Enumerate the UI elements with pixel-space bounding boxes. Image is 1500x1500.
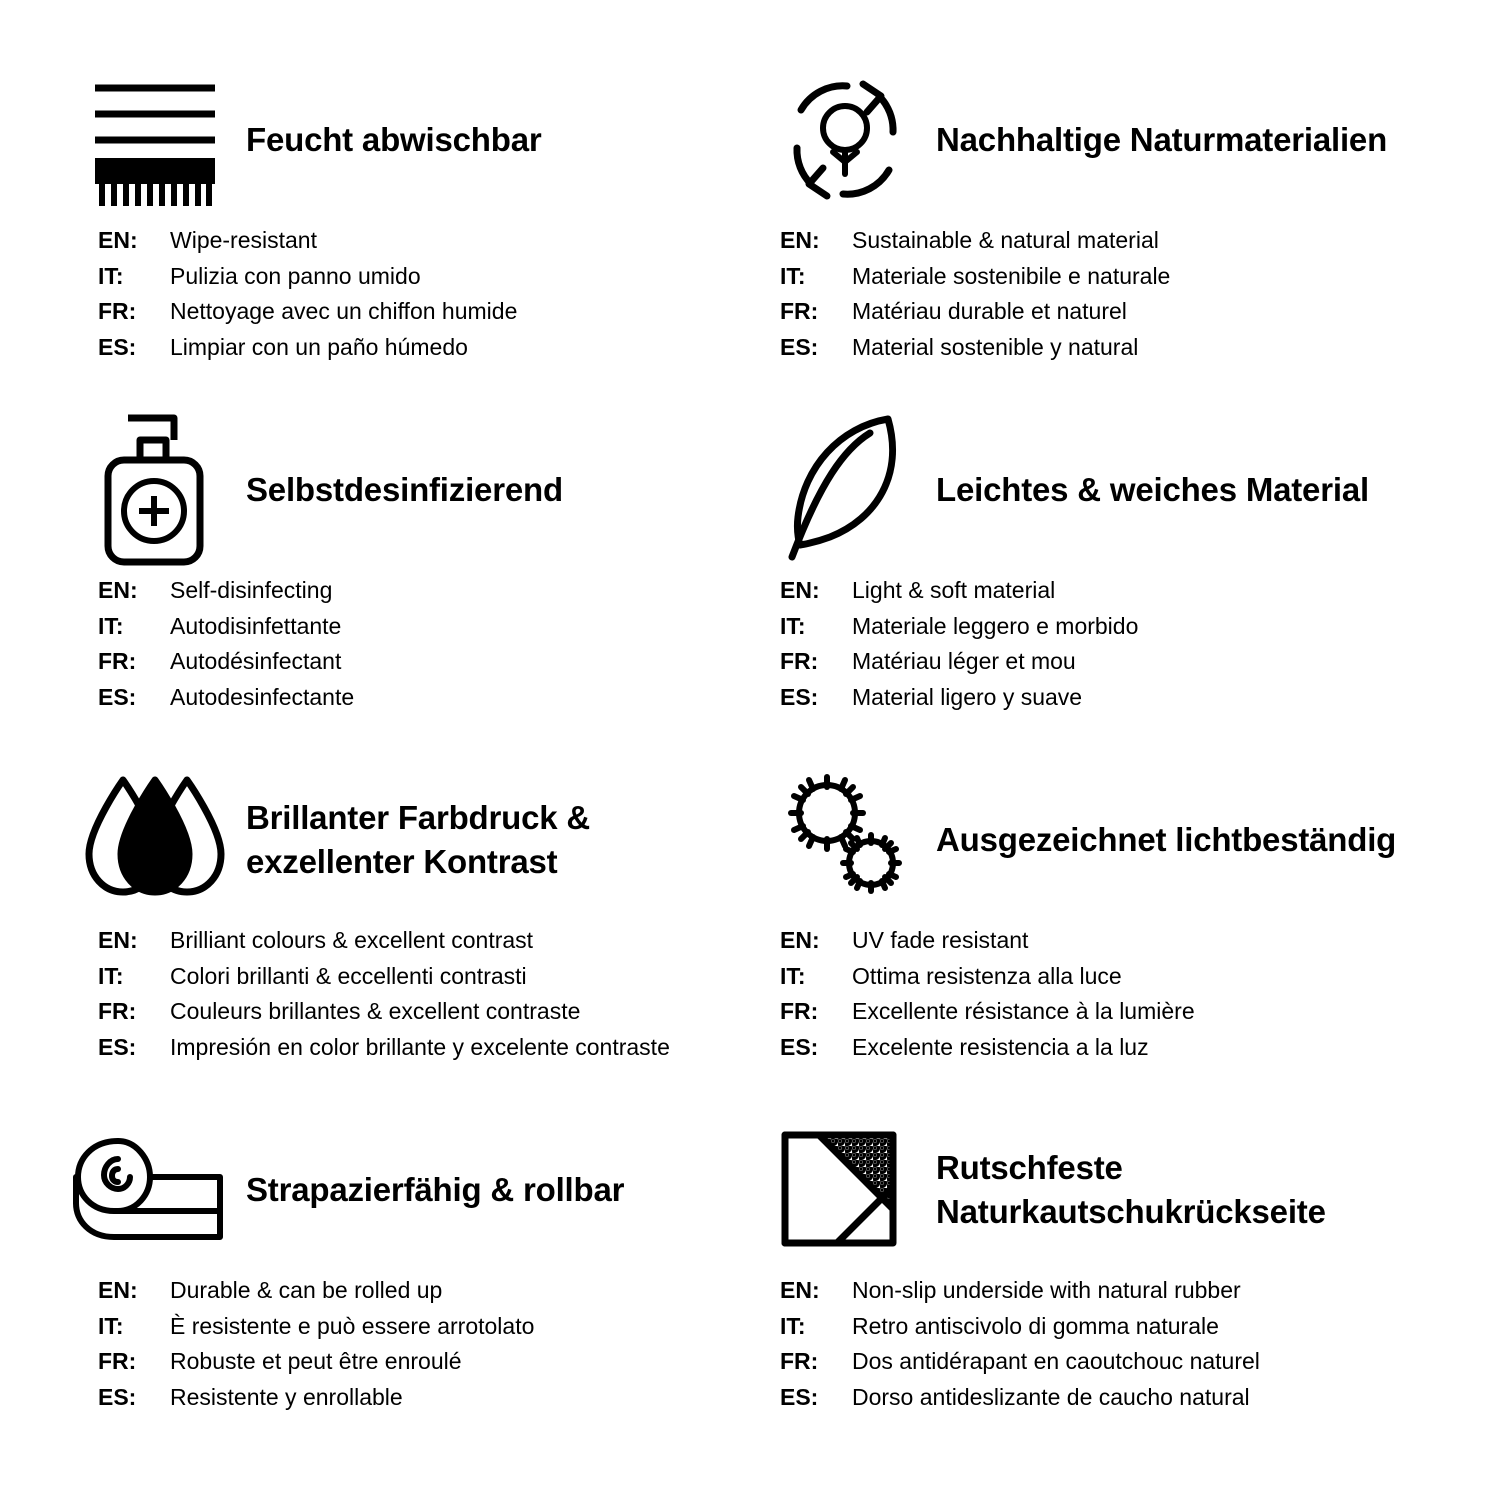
feature-uv-fade-resistant xyxy=(760,760,1430,1110)
lang-code-it: IT: xyxy=(98,962,124,989)
translation-list xyxy=(70,574,740,714)
feature-header xyxy=(760,420,1430,560)
recycle-tree-icon xyxy=(760,70,930,210)
lang-code-fr: FR: xyxy=(780,648,819,675)
lang-code-es: ES: xyxy=(98,683,137,710)
lang-text-en: Brilliant colours & excellent contrast xyxy=(170,927,534,953)
lang-text-en: Light & soft material xyxy=(852,577,1056,603)
feature-header xyxy=(760,1120,1430,1260)
feature-title: Feucht abwischbar xyxy=(246,121,542,159)
lang-code-fr: FR: xyxy=(98,998,137,1025)
lang-text-fr: Nettoyage avec un chiffon humide xyxy=(170,298,518,325)
lang-code-en: EN: xyxy=(780,577,820,603)
feature-self-disinfecting xyxy=(70,410,740,760)
lang-text-es: Dorso antideslizante de caucho natural xyxy=(852,1383,1250,1410)
feature-non-slip-underside xyxy=(760,1110,1430,1460)
lang-text-en: Self-disinfecting xyxy=(170,577,333,603)
lang-text-fr: Excellente résistance à la lumière xyxy=(852,998,1195,1025)
lang-text-es: Autodesinfectante xyxy=(170,683,355,710)
lang-code-it: IT: xyxy=(98,612,124,639)
lang-code-it: IT: xyxy=(780,612,806,639)
feature-header xyxy=(70,70,740,210)
lang-text-en: Non-slip underside with natural rubber xyxy=(852,1277,1241,1303)
brush-wipe-icon xyxy=(70,70,240,210)
lang-code-fr: FR: xyxy=(780,998,819,1025)
lang-text-it: Retro antiscivolo di gomma naturale xyxy=(852,1312,1219,1339)
lang-text-it: Materiale sostenibile e naturale xyxy=(852,262,1171,289)
mat-corner-icon xyxy=(760,1120,930,1260)
lang-text-fr: Matériau durable et naturel xyxy=(852,298,1127,325)
color-drops-icon xyxy=(70,770,240,910)
translation-list xyxy=(70,1274,740,1414)
rolled-mat-icon xyxy=(70,1120,240,1260)
lang-text-fr: Robuste et peut être enroulé xyxy=(170,1348,462,1375)
feature-brilliant-colours xyxy=(70,760,740,1110)
lang-code-en: EN: xyxy=(98,1277,138,1303)
lang-code-es: ES: xyxy=(780,1033,819,1060)
lang-code-en: EN: xyxy=(780,227,820,253)
lang-code-en: EN: xyxy=(780,1277,820,1303)
lang-code-en: EN: xyxy=(780,927,820,953)
lang-code-it: IT: xyxy=(780,262,806,289)
lang-code-it: IT: xyxy=(98,262,124,289)
lang-code-it: IT: xyxy=(780,962,806,989)
translation-list xyxy=(760,1274,1430,1414)
feature-title: Rutschfeste Naturkautschukrückseite xyxy=(936,1149,1326,1230)
lang-code-it: IT: xyxy=(780,1312,806,1339)
lang-code-es: ES: xyxy=(780,333,819,360)
lang-code-fr: FR: xyxy=(98,298,137,325)
feature-header xyxy=(70,420,740,560)
feature-header xyxy=(760,770,1430,910)
lang-text-it: Autodisinfettante xyxy=(170,612,342,639)
lang-text-es: Resistente y enrollable xyxy=(170,1383,403,1410)
lang-text-en: Durable & can be rolled up xyxy=(170,1277,443,1303)
lang-code-es: ES: xyxy=(98,333,137,360)
soap-dispenser-icon xyxy=(70,420,240,560)
lang-text-fr: Couleurs brillantes & excellent contraste xyxy=(170,998,581,1025)
feather-icon xyxy=(760,420,930,560)
feature-title: Leichtes & weiches Material xyxy=(936,471,1369,509)
lang-text-en: UV fade resistant xyxy=(852,927,1029,953)
translation-list xyxy=(760,574,1430,714)
lang-text-es: Impresión en color brillante y excelente contraste xyxy=(170,1033,670,1060)
lang-text-es: Material sostenible y natural xyxy=(852,333,1139,360)
feature-header xyxy=(70,1120,740,1260)
translation-list xyxy=(70,924,740,1064)
feature-light-soft-material xyxy=(760,410,1430,760)
lang-code-en: EN: xyxy=(98,577,138,603)
feature-title: Selbstdesinfizierend xyxy=(246,471,563,509)
translation-list xyxy=(70,224,740,364)
lang-text-fr: Matériau léger et mou xyxy=(852,648,1076,675)
lang-text-en: Wipe-resistant xyxy=(170,227,317,253)
lang-text-es: Limpiar con un paño húmedo xyxy=(170,333,468,360)
feature-durable-rollable xyxy=(70,1110,740,1460)
translation-list xyxy=(760,224,1430,364)
lang-text-it: Pulizia con panno umido xyxy=(170,262,421,289)
feature-title: Ausgezeichnet lichtbeständig xyxy=(936,821,1397,859)
sun-uv-icon xyxy=(760,770,930,910)
feature-header xyxy=(760,70,1430,210)
lang-text-it: Materiale leggero e morbido xyxy=(852,612,1139,639)
lang-text-fr: Autodésinfectant xyxy=(170,648,342,675)
lang-code-fr: FR: xyxy=(98,648,137,675)
lang-code-en: EN: xyxy=(98,927,138,953)
feature-header xyxy=(70,770,740,910)
lang-text-it: Ottima resistenza alla luce xyxy=(852,962,1122,989)
lang-code-fr: FR: xyxy=(780,1348,819,1375)
lang-code-en: EN: xyxy=(98,227,138,253)
lang-code-es: ES: xyxy=(98,1033,137,1060)
lang-text-it: Colori brillanti & eccellenti contrasti xyxy=(170,962,527,989)
lang-text-fr: Dos antidérapant en caoutchouc naturel xyxy=(852,1348,1260,1375)
lang-text-es: Material ligero y suave xyxy=(852,683,1083,710)
lang-code-it: IT: xyxy=(98,1312,124,1339)
lang-text-en: Sustainable & natural material xyxy=(852,227,1159,253)
lang-code-es: ES: xyxy=(98,1383,137,1410)
feature-title: Strapazierfähig & rollbar xyxy=(246,1171,625,1209)
lang-text-it: È resistente e può essere arrotolato xyxy=(170,1312,535,1339)
feature-wipe-resistant xyxy=(70,60,740,410)
lang-code-fr: FR: xyxy=(98,1348,137,1375)
translation-list xyxy=(760,924,1430,1064)
lang-code-es: ES: xyxy=(780,683,819,710)
lang-code-fr: FR: xyxy=(780,298,819,325)
feature-title: Nachhaltige Naturmaterialien xyxy=(936,121,1388,159)
feature-sustainable-material xyxy=(760,60,1430,410)
lang-text-es: Excelente resistencia a la luz xyxy=(852,1033,1149,1060)
lang-code-es: ES: xyxy=(780,1383,819,1410)
feature-title: Brillanter Farbdruck & exzellenter Kontrast xyxy=(246,799,591,880)
